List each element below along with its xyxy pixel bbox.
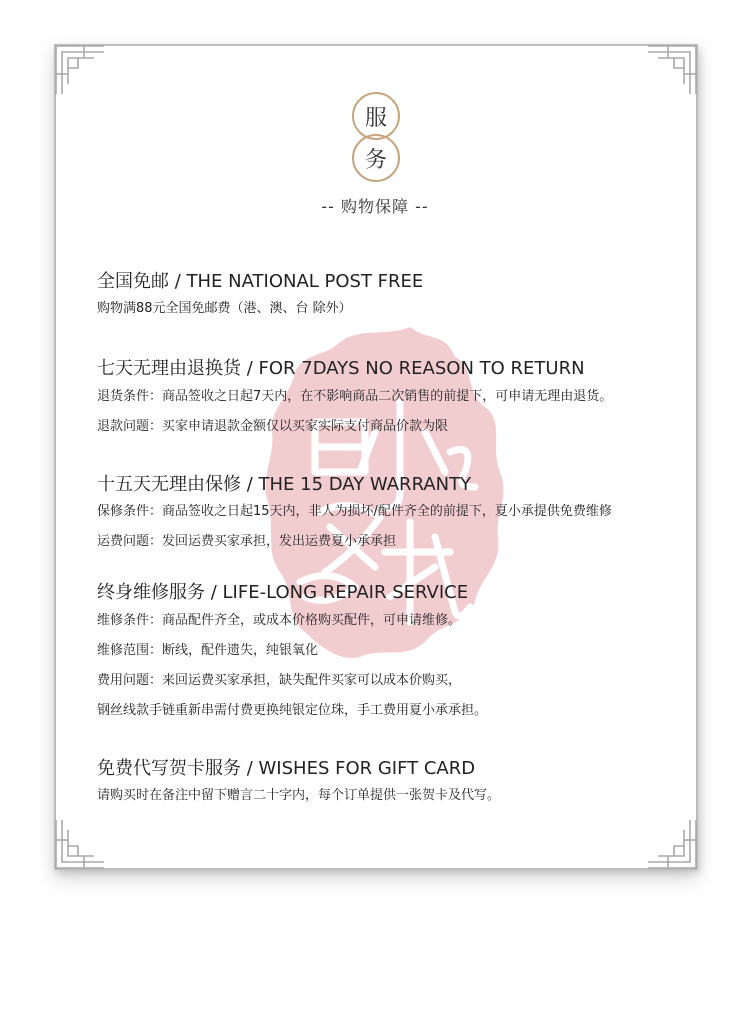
title-char-circle: 务 <box>352 134 400 182</box>
section-line: 钢丝线款手链重新串需付费更换纯银定位珠，手工费用夏小承承担。 <box>97 703 488 718</box>
section-line: 购物满88元全国免邮费（港、澳、台 除外） <box>97 301 352 316</box>
section-line: 请购买时在备注中留下赠言二十字内，每个订单提供一张贺卡及代写。 <box>97 788 501 803</box>
section-line: 运费问题：发回运费买家承担，发出运费夏小承承担 <box>97 534 397 549</box>
corner-ornament-icon <box>54 818 106 870</box>
section-line: 维修范围：断线，配件遗失，纯银氧化 <box>97 643 319 658</box>
title-char-circle: 服 <box>352 92 400 140</box>
section-line: 保修条件：商品签收之日起15天内，非人为损坏/配件齐全的前提下，夏小承提供免费维修 <box>97 504 612 519</box>
page-subtitle: -- 购物保障 -- <box>321 197 429 216</box>
service-title-circles <box>352 92 400 182</box>
section-line: 退款问题：买家申请退款金额仅以买家实际支付商品价款为限 <box>97 419 449 434</box>
section-title-seven-day-return: 七天无理由退换货 / FOR 7DAYS NO REASON TO RETURN <box>97 358 585 379</box>
section-line: 费用问题：来回运费买家承担，缺失配件买家可以成本价购买， <box>97 673 462 688</box>
section-title-gift-card: 免费代写贺卡服务 / WISHES FOR GIFT CARD <box>97 758 476 779</box>
section-line: 维修条件：商品配件齐全，或成本价格购买配件，可申请维修。 <box>97 613 462 628</box>
section-line: 退货条件：商品签收之日起7天内，在不影响商品二次销售的前提下，可申请无理由退货。 <box>97 389 613 404</box>
section-title-warranty: 十五天无理由保修 / THE 15 DAY WARRANTY <box>97 474 472 495</box>
section-title-repair-service: 终身维修服务 / LIFE-LONG REPAIR SERVICE <box>97 582 469 603</box>
corner-ornament-icon <box>646 44 698 96</box>
section-title-free-shipping: 全国免邮 / THE NATIONAL POST FREE <box>97 271 424 292</box>
corner-ornament-icon <box>646 818 698 870</box>
corner-ornament-icon <box>54 44 106 96</box>
